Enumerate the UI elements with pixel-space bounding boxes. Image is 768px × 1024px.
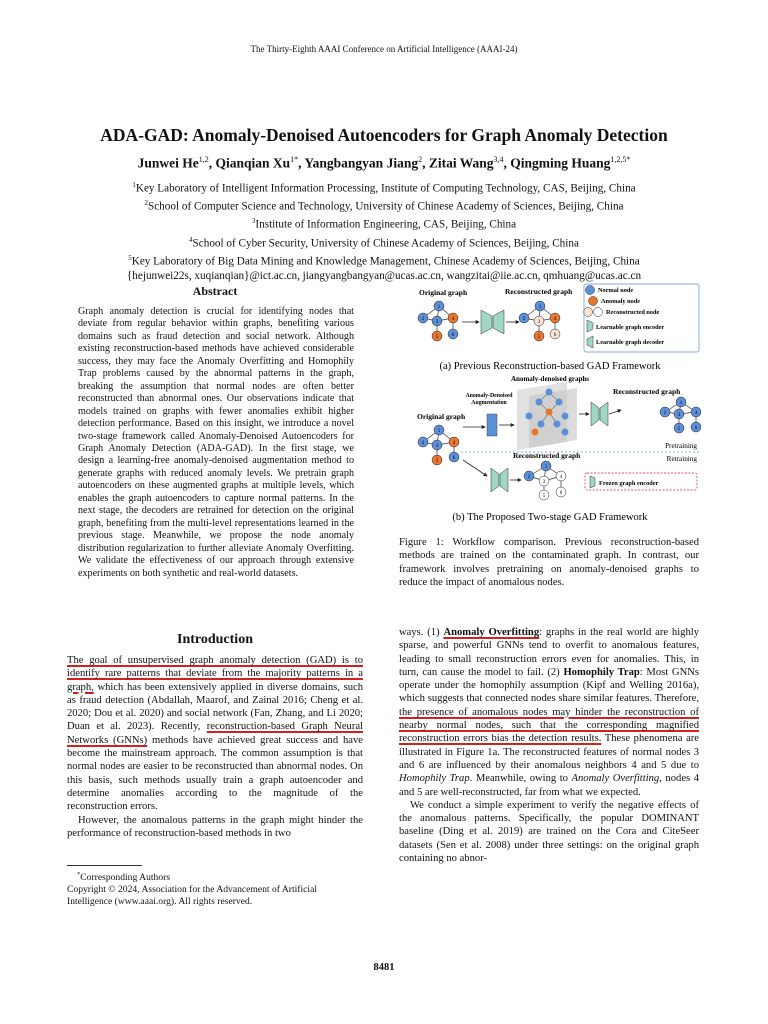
fig-a-reconstructed-label: Reconstructed graph: [505, 287, 573, 296]
reconstructed-node-icon: [594, 308, 603, 317]
page-number: 8481: [373, 962, 395, 973]
fig-b-reconstructed-bottom-nodes: [524, 461, 566, 500]
author-sup: 2: [418, 155, 423, 164]
fig-a-original-nodes: [418, 301, 458, 341]
svg-text:5: 5: [542, 494, 546, 499]
frozen-encoder-icon: [590, 476, 595, 488]
svg-text:Learnable graph decoder: Learnable graph decoder: [596, 339, 665, 346]
highlight-underline: Anomaly Overfitting: [443, 627, 540, 638]
svg-text:Normal node: Normal node: [598, 287, 634, 294]
svg-text:2: 2: [527, 475, 531, 480]
svg-text:2: 2: [522, 317, 526, 322]
normal-node-icon: [586, 286, 595, 295]
pretraining-label: Pretraining: [665, 442, 697, 450]
conference-header: The Thirty-Eighth AAAI Conference on Artificial Intelligence (AAAI-24): [250, 44, 518, 54]
copyright-note: Copyright © 2024, Association for the Advancement of Artificial Intelligence (www.aaai.org). All rights reserved.: [67, 883, 318, 907]
frozen-encoder-label: Frozen graph encoder: [599, 480, 659, 487]
denoised-graph-stack: [517, 382, 577, 450]
affiliation-line: $^3$Institute of Information Engineering, CAS, Beijing, China: [251, 217, 517, 232]
author-name: Zitai Wang: [428, 155, 494, 171]
author-name: Qianqian Xu: [215, 155, 291, 171]
svg-text:3: 3: [677, 413, 681, 418]
introduction-body: [67, 654, 363, 840]
fig-a-original-label: Original graph: [419, 288, 468, 297]
svg-text:4: 4: [694, 411, 698, 416]
subcaption-b: (b) The Proposed Two-stage GAD Framework: [452, 512, 648, 523]
svg-text:Learnable graph encoder: Learnable graph encoder: [596, 324, 665, 331]
svg-text:5: 5: [537, 335, 541, 340]
figure-legend: [584, 284, 700, 352]
subcaption-a: (a) Previous Reconstruction-based GAD Framework: [439, 361, 661, 372]
figure-caption: Figure 1: Workflow comparison. Previous reconstruction-based methods are trained on the contaminated graph. In contrast, our framework involves pretraining on anomaly-denoised graphs to reduce the impact of anomalous nodes.: [399, 537, 699, 588]
footnotes: [67, 869, 363, 907]
affiliation-line: $^5$Key Laboratory of Big Data Mining and Knowledge Management, Chinese Academy of Sciences, Beijing, China: [128, 253, 640, 268]
author-sup: 1,2: [198, 155, 209, 164]
affiliations: [0, 178, 768, 284]
svg-text:1: 1: [437, 305, 441, 310]
fig-b-augmentation-label-2: Augmentation: [471, 400, 507, 406]
fig-b-denoised-label: Anomaly-denoised graphs: [511, 375, 589, 383]
svg-text:2: 2: [663, 411, 667, 416]
affiliation-line: $^2$School of Computer Science and Technology, University of Chinese Academy of Sciences, Beijing, China: [144, 199, 624, 213]
svg-text:4: 4: [553, 317, 557, 322]
svg-text:4: 4: [452, 441, 456, 446]
fig-b-augmentation-label: Anomaly-Denoised: [465, 393, 513, 399]
augmentation-block: [487, 414, 497, 436]
fig-b-original-nodes: [418, 425, 459, 465]
right-paragraph: We conduct a simple experiment to verify the negative effects of the anomalous patterns. Specifically, the popular DOMINANT baseline (Ding et al. 2019) are trained on the Cora and CiteSeer datasets (Sen et al. 2008) under three settings: on the original graph containing no abnor-: [399, 799, 699, 865]
author-name: Junwei He: [137, 155, 199, 171]
svg-text:6: 6: [559, 491, 563, 496]
author-name: Qingming Huang: [510, 155, 611, 171]
svg-text:2: 2: [421, 441, 425, 446]
svg-text:3: 3: [435, 444, 439, 449]
footnote-rule: [67, 865, 142, 866]
fig-b-reconstructed-top-label: Reconstructed graph: [613, 387, 681, 396]
svg-text:Anomaly node: Anomaly node: [601, 298, 641, 305]
svg-text:Reconstructed node: Reconstructed node: [606, 309, 660, 316]
right-column-body: [399, 626, 699, 865]
svg-text:6: 6: [553, 333, 557, 338]
paper-title: ADA-GAD: Anomaly-Denoised Autoencoders for Graph Anomaly Detection: [100, 125, 668, 145]
svg-text:4: 4: [451, 317, 455, 322]
reconstructed-node-icon: [584, 308, 593, 317]
author-sup: 1,2,5*: [610, 155, 631, 164]
author-list: Junwei He$^{1,2}$, Qianqian $Xu^{1*}$, Yangbangyan Jiang$^2$, Zitai Wang$^{3,4}$, Qingming Huang$^{1,2,5*}$: [137, 155, 631, 171]
fig-b-original-label: Original graph: [417, 412, 466, 421]
fig-a-reconstructed-nodes: [519, 301, 560, 341]
affiliation-line: $^4$School of Cyber Security, University of Chinese Academy of Sciences, Beijing, China: [189, 235, 579, 250]
retraining-label: Retraining: [666, 455, 697, 463]
affiliation-line: $^1$Key Laboratory of Intelligent Information Processing, Institute of Computing Technology, CAS, Beijing, China: [132, 181, 636, 195]
intro-paragraph: However, the anomalous patterns in the graph might hinder the performance of reconstruction-based methods in two: [67, 814, 363, 839]
svg-text:6: 6: [451, 333, 455, 338]
highlight-underline: The goal of unsupervised graph anomaly detection (GAD) is to identify rare patterns that deviate from the majority patterns in a graph,: [67, 655, 363, 693]
svg-text:2: 2: [421, 317, 425, 322]
svg-text:1: 1: [544, 465, 548, 470]
author-emails: {hejunwei22s, xuqianqian}@ict.ac.cn, jiangyangbangyan@ucas.ac.cn, wangzitai@iie.ac.cn, qmhuang@ucas.ac.cn: [126, 270, 642, 283]
fig-b-reconstructed-bottom-label: Reconstructed graph: [513, 451, 581, 460]
author-sup: 3,4: [493, 155, 504, 164]
intro-paragraph: The goal of unsupervised graph anomaly detection (GAD) is to identify rare patterns that deviate from the majority patterns in a graph, which has been extensively applied in diverse domains, such as fraud detection (Abdallah, Maarof, and Zainal 2016; Cheng et al. 2020; Dou et al. 2020) and social network (Fan, Zhang, and Li 2020; Duan et al. 2023). Recently, reconstruction-based Graph Neural Networks (GNNs) methods have achieved great success and have become the mainstream approach. The common assumption is that normal nodes are easier to be reconstructed than abnormal nodes. On this basis, such methods usually train a graph autoencoder and determine anomalies according to the magnitude of the reconstruction errors.: [67, 655, 364, 813]
author-name: Yangbangyan Jiang: [304, 155, 419, 171]
right-paragraph: ways. (1) Anomaly Overfitting: graphs in the real world are highly sparse, and powerful GNNs tend to overfit to anomalous features, leading to small reconstruction errors even for anomalies. This, in turn, can cause the model to fail. (2) Homophily Trap: Most GNNs operate under the homophily assumption (Kipf and Welling 2016a), which suggests that connected nodes share similar features. Therefore, the presence of anomalous nodes may hinder the reconstruction of nearby normal nodes, such that the corresponding magnified reconstruction errors bias the detection results. These phenomena are illustrated in Figure 1a. The reconstructed features of normal nodes 3 and 6 are influenced by their anomalous neighbors 4 and 5 due to Homophily Trap. Meanwhile, owing to Anomaly Overfitting, nodes 4 and 5 are well-reconstructed, far from what we expected.: [399, 627, 699, 798]
highlight-underline: reconstruction-based Graph Neural Networks (GNNs): [67, 721, 364, 746]
introduction-heading: Introduction: [177, 632, 253, 647]
anomaly-node-icon: [589, 297, 598, 306]
decoder-shape: [493, 310, 504, 334]
svg-text:5: 5: [435, 459, 439, 464]
svg-text:5: 5: [435, 335, 439, 340]
svg-text:1: 1: [679, 401, 683, 406]
abstract-heading: Abstract: [192, 284, 238, 298]
svg-text:3: 3: [537, 320, 541, 325]
svg-text:3: 3: [542, 480, 546, 485]
svg-text:6: 6: [452, 456, 456, 461]
author-sup: 1*: [290, 155, 299, 164]
highlight-underline: the presence of anomalous nodes may hinder the reconstruction of nearby normal nodes, such that the corresponding magnified reconstruction errors bias the detection results.: [399, 706, 699, 745]
corresponding-note: *Corresponding Authors: [77, 871, 171, 884]
svg-text:1: 1: [437, 429, 441, 434]
svg-text:4: 4: [559, 475, 563, 480]
decoder-icon: [587, 336, 593, 348]
fig-b-reconstructed-top-nodes: [660, 397, 701, 433]
svg-text:5: 5: [677, 427, 681, 432]
svg-text:3: 3: [435, 320, 439, 325]
encoder-shape: [481, 310, 492, 334]
svg-text:1: 1: [538, 305, 542, 310]
svg-text:6: 6: [694, 426, 698, 431]
encoder-icon: [587, 320, 593, 332]
abstract-body: Graph anomaly detection is crucial for identifying nodes that deviate from regular behavior within graphs, benefiting various domains such as fraud detection and social network. Although existing reconstruction-based methods have achieved considerable success, they may face the Anomaly Overfitting and Homophily Trap problems caused by the abnormal patterns in the graph, breaking the assumption that normal nodes are often better reconstructed than abnormal ones. Our observations indicate that models trained on graphs with fewer anomalies exhibit higher detection performance. Based on this insight, we introduce a novel two-stage framework called Anomaly-Denoised Autoencoders for Graph Anomaly Detection (ADA-GAD). In the first stage, we design a learning-free anomaly-denoised augmentation method to generate graphs with reduced anomaly levels. We pretrain graph autoencoders on these augmented graphs at multiple levels, which enables the graph autoencoders to capture normal patterns. In the next stage, the decoders are retrained for detection on the original graph, benefiting from the multi-level representations learned in the previous stage. Meanwhile, we propose the node anomaly distribution regularization to further alleviate Anomaly Overfitting. We validate the effectiveness of our approach through extensive experiments on both synthetic and real-world datasets.: [78, 306, 354, 579]
figure-1: [399, 282, 701, 528]
